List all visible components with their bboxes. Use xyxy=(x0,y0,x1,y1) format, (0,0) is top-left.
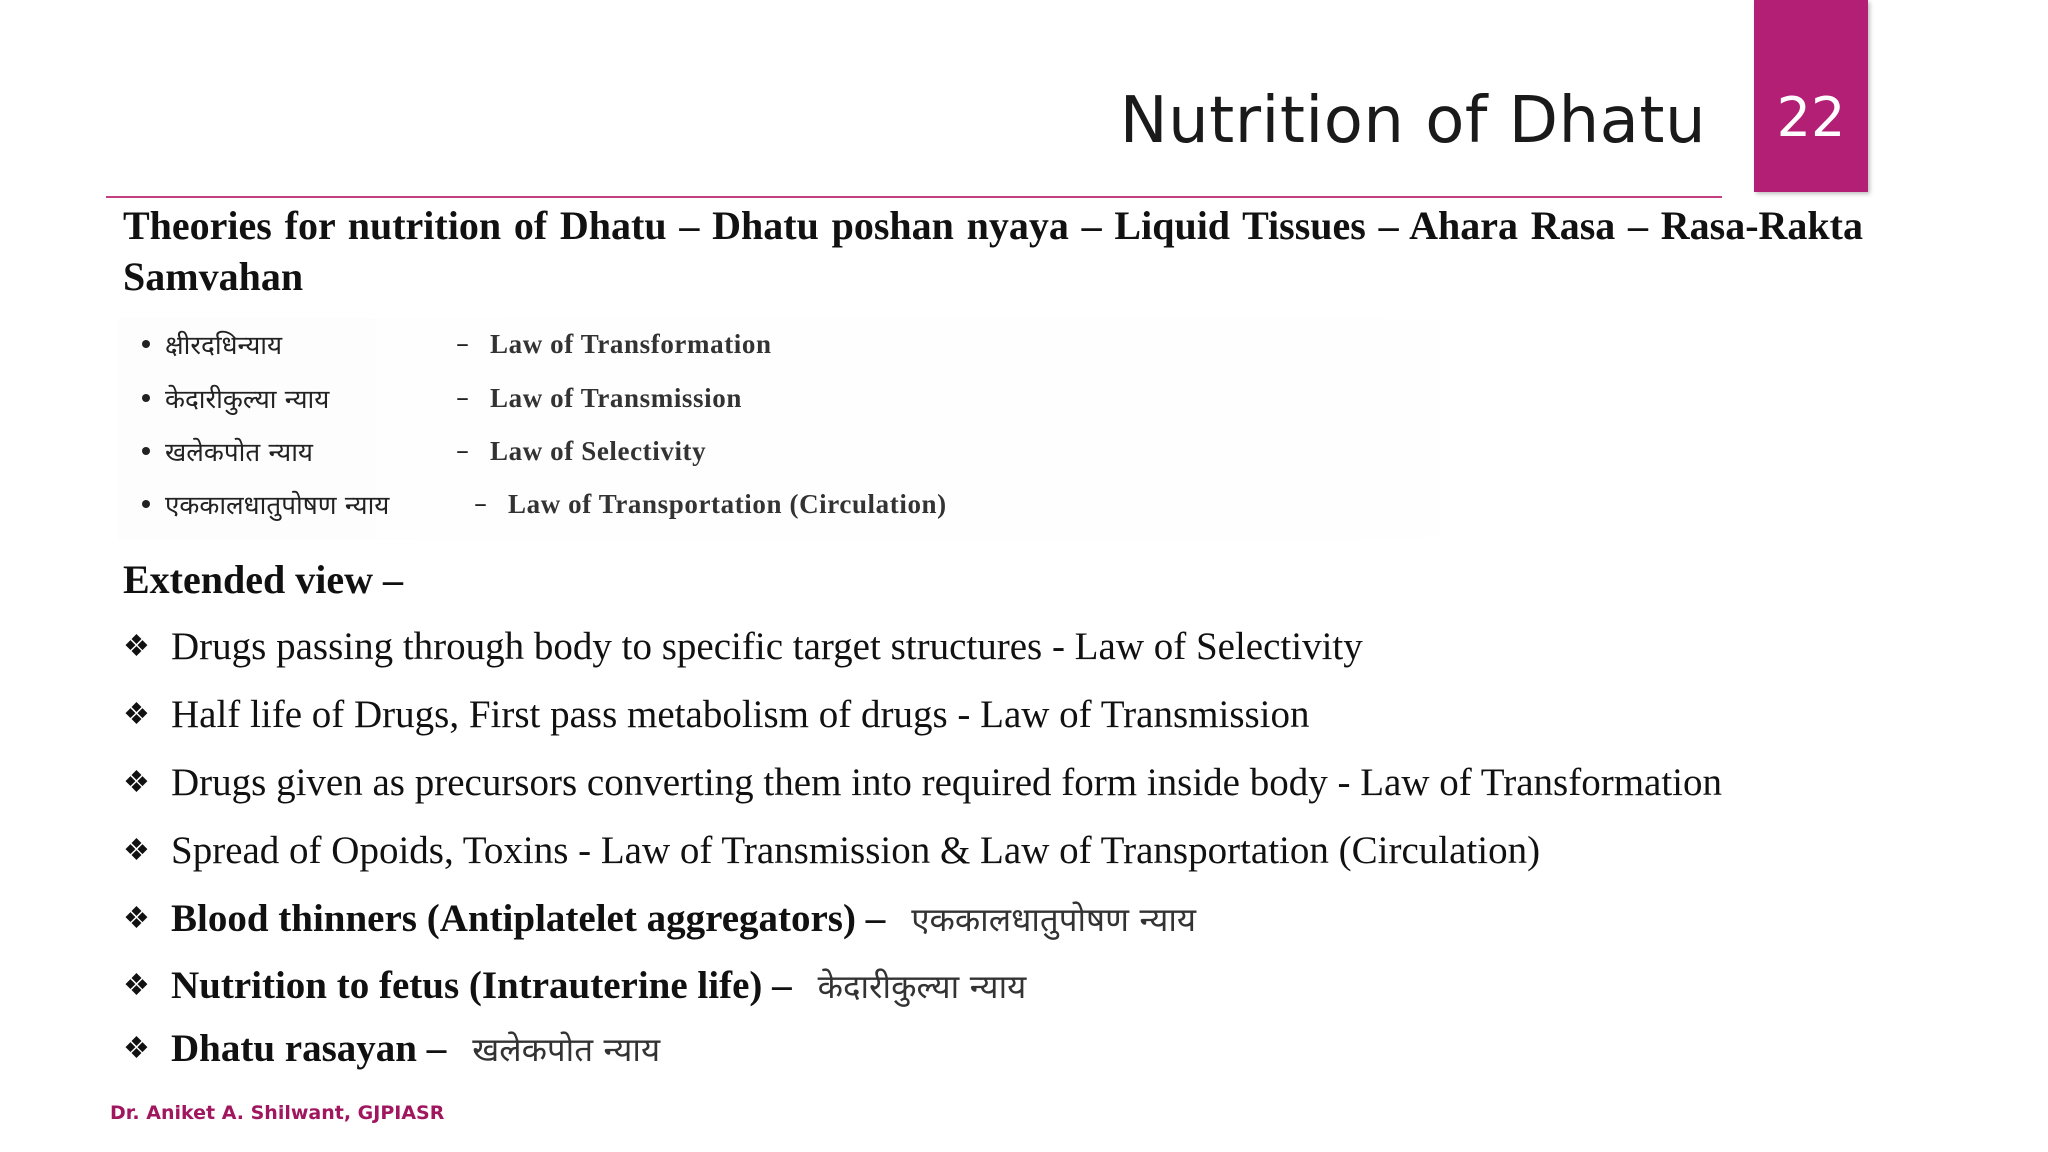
extended-item xyxy=(123,828,1540,873)
page-number: 22 xyxy=(1776,86,1846,149)
law-item xyxy=(138,484,947,524)
law-dash: – xyxy=(456,329,469,359)
extended-item-sanskrit: केदारीकुल्या न्याय xyxy=(817,967,1027,1006)
extended-item-sanskrit: खलेकपोत न्याय xyxy=(472,1030,661,1069)
bullet-icon xyxy=(142,340,150,348)
extended-item-text: Drugs passing through body to specific target structures - Law of Selectivity xyxy=(171,625,1363,668)
extended-item xyxy=(123,896,1196,941)
extended-item-text: Half life of Drugs, First pass metabolism of drugs - Law of Transmission xyxy=(171,693,1310,736)
extended-item xyxy=(123,1026,660,1071)
theories-heading: Theories for nutrition of Dhatu – Dhatu poshan nyaya – Liquid Tissues – Ahara Rasa – Rasa-Rakta Samvahan xyxy=(123,203,1863,299)
diamond-bullet-icon: ❖ xyxy=(123,1032,150,1065)
law-dash: – xyxy=(456,436,469,466)
extended-item xyxy=(123,760,1722,805)
author-credit: Dr. Aniket A. Shilwant, GJPIASR xyxy=(110,1102,445,1124)
law-item xyxy=(138,378,742,418)
extended-item-text: Dhatu rasayan – xyxy=(171,1027,447,1070)
extended-item-text: Drugs given as precursors converting them into required form inside body - Law of Transformation xyxy=(171,761,1723,804)
laws-list xyxy=(118,318,1730,540)
diamond-bullet-icon: ❖ xyxy=(123,766,150,799)
law-sanskrit: खलेकपोत न्याय xyxy=(165,438,314,468)
extended-item-text: Nutrition to fetus (Intrauterine life) – xyxy=(171,964,792,1007)
extended-item-text: Blood thinners (Antiplatelet aggregators) – xyxy=(171,897,886,940)
diamond-bullet-icon: ❖ xyxy=(123,698,150,731)
extended-item xyxy=(123,692,1310,737)
bullet-icon xyxy=(142,500,150,508)
title-divider xyxy=(106,196,1722,198)
law-english: Law of Selectivity xyxy=(490,435,707,466)
law-dash: – xyxy=(474,489,487,519)
law-sanskrit: क्षीरदधिन्याय xyxy=(165,331,283,361)
bullet-icon xyxy=(142,394,150,402)
diamond-bullet-icon: ❖ xyxy=(123,834,150,867)
diamond-bullet-icon: ❖ xyxy=(123,969,150,1002)
extended-item xyxy=(123,963,1026,1008)
law-sanskrit: एककालधातुपोषण न्याय xyxy=(165,491,390,521)
bullet-icon xyxy=(142,447,150,455)
diamond-bullet-icon: ❖ xyxy=(123,630,150,663)
law-dash: – xyxy=(456,383,469,413)
law-english: Law of Transformation xyxy=(490,328,772,359)
extended-item-sanskrit: एककालधातुपोषण न्याय xyxy=(911,900,1197,939)
diamond-bullet-icon: ❖ xyxy=(123,902,150,935)
law-sanskrit: केदारीकुल्या न्याय xyxy=(165,385,330,415)
law-item xyxy=(138,324,772,364)
law-item xyxy=(138,431,707,471)
extended-item-text: Spread of Opoids, Toxins - Law of Transmission & Law of Transportation (Circulation) xyxy=(171,829,1541,872)
extended-item xyxy=(123,624,1363,669)
page-number-tab xyxy=(1754,0,1868,192)
slide-title: Nutrition of Dhatu xyxy=(1119,84,1706,158)
extended-view-heading: Extended view – xyxy=(123,557,403,602)
law-english: Law of Transmission xyxy=(490,382,742,413)
law-english: Law of Transportation (Circulation) xyxy=(508,488,947,519)
